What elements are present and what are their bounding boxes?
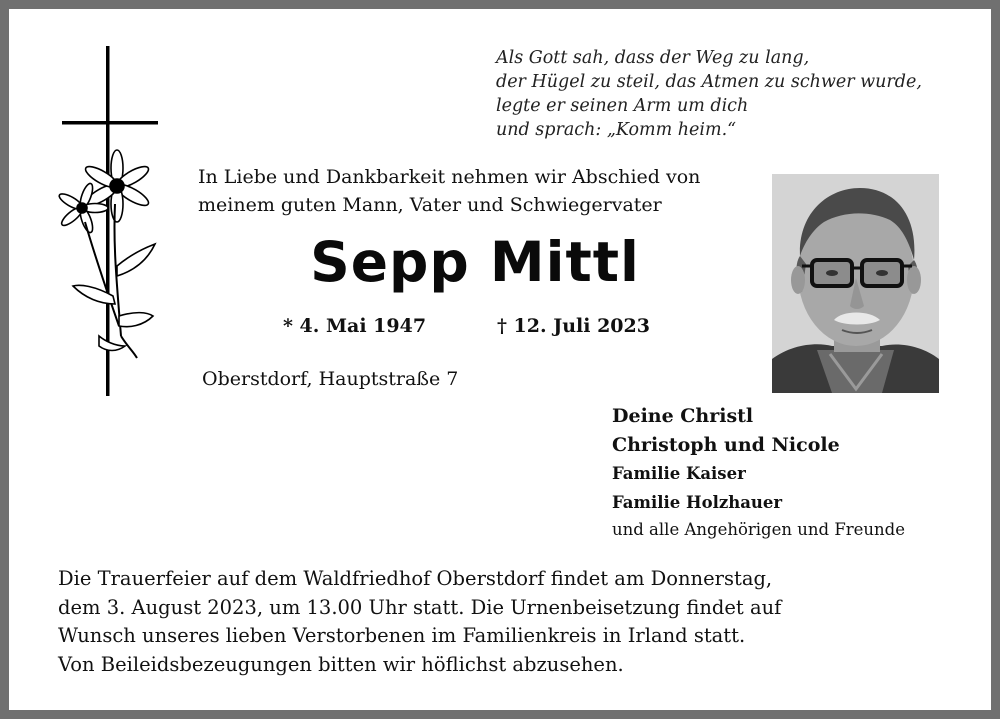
quote-line: legte er seinen Arm um dich [496,96,749,116]
funeral-line: Wunsch unseres lieben Verstorbenen im Familienkreis in Irland statt. [58,624,746,647]
intro-text [198,163,700,219]
mourner-wife: Deine Christl [612,405,754,427]
mourner-family: Familie Kaiser [612,464,746,483]
birth-date: * 4. Mai 1947 [283,315,427,337]
address: Oberstdorf, Hauptstraße 7 [202,368,459,390]
poem-quote [496,46,922,142]
funeral-info [58,565,781,679]
quote-line: Als Gott sah, dass der Weg zu lang, [496,48,810,68]
mourner-others: und alle Angehörigen und Freunde [612,520,905,539]
mourner-family: Familie Holzhauer [612,493,783,512]
intro-line: meinem guten Mann, Vater und Schwiegervater [198,194,662,216]
funeral-line: Von Beileidsbezeugungen bitten wir höflichst abzusehen. [58,652,624,676]
deceased-name: Sepp Mittl [310,230,640,294]
portrait-photo [772,174,939,393]
mourner-children: Christoph und Nicole [612,434,840,456]
cross-with-edelweiss-icon [55,46,170,396]
quote-line: und sprach: „Komm heim.“ [496,120,737,140]
death-date: † 12. Juli 2023 [497,315,650,337]
intro-line: In Liebe und Dankbarkeit nehmen wir Abschied von [198,166,701,188]
quote-line: der Hügel zu steil, das Atmen zu schwer wurde, [496,72,922,92]
funeral-line: dem 3. August 2023, um 13.00 Uhr statt. Die Urnenbeisetzung findet auf [58,595,782,619]
funeral-line: Die Trauerfeier auf dem Waldfriedhof Oberstdorf findet am Donnerstag, [58,567,773,590]
